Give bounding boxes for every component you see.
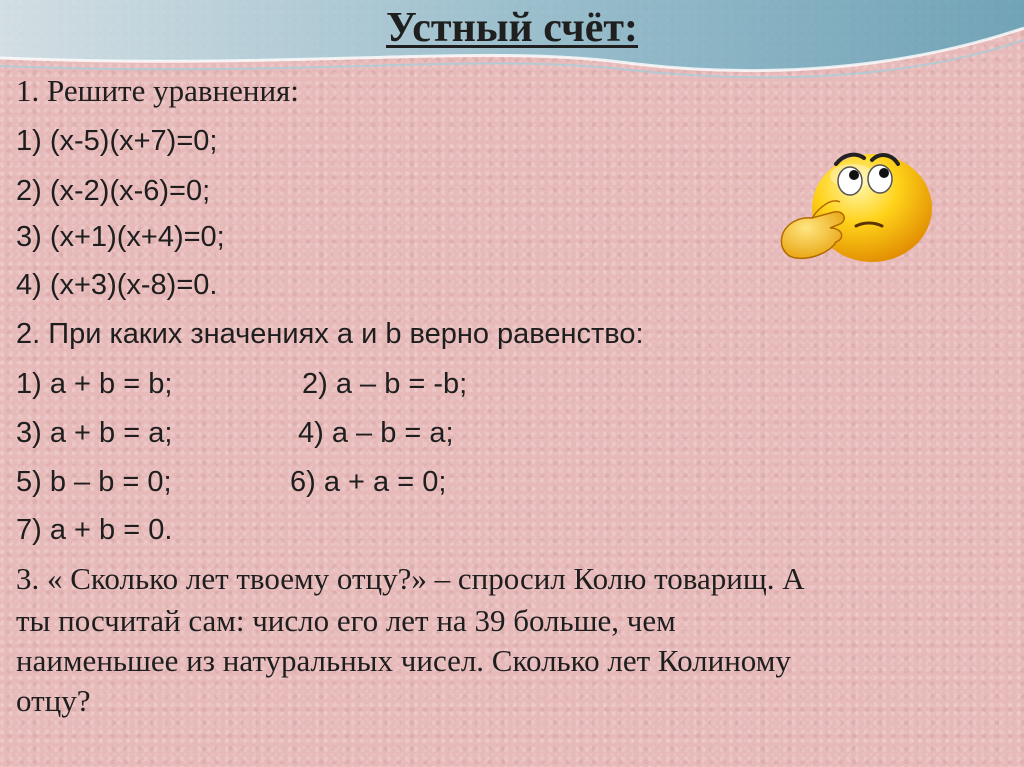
task2-item-4: 4) a – b = a; — [298, 417, 454, 449]
page-title: Устный счёт: — [386, 5, 638, 51]
task2-item-5: 5) b – b = 0; — [16, 466, 172, 498]
task2-row-2 — [16, 416, 454, 450]
task2-item-6: 6) a + a = 0; — [290, 466, 447, 498]
thinking-smiley-icon — [772, 146, 937, 268]
task2-item-3: 3) a + b = a; — [16, 417, 173, 449]
task2-item-7: 7) a + b = 0. — [16, 514, 173, 546]
task1-item-1: 1) (x-5)(x+7)=0; — [16, 125, 218, 157]
task2-row-3 — [16, 465, 447, 499]
task3-line-1: 3. « Сколько лет твоему отцу?» – спросил Колю товарищ. А — [16, 561, 805, 596]
task1-item-4: 4) (x+3)(x-8)=0. — [16, 269, 218, 301]
task1-item-2: 2) (x-2)(x-6)=0; — [16, 175, 211, 207]
task2-item-1: 1) a + b = b; — [16, 368, 173, 400]
task3-line-4: отцу? — [16, 683, 91, 718]
task2-heading: 2. При каких значениях a и b верно равенство: — [16, 318, 644, 350]
task2-item-2: 2) a – b = -b; — [302, 368, 468, 400]
task1-item-3: 3) (x+1)(x+4)=0; — [16, 221, 225, 253]
task3-line-2: ты посчитай сам: число его лет на 39 больше, чем — [16, 603, 676, 638]
task1-heading: 1. Решите уравнения: — [16, 73, 299, 108]
task2-row-4 — [16, 513, 172, 547]
task2-row-1 — [16, 367, 468, 401]
task3-line-3: наименьшее из натуральных чисел. Сколько лет Колиному — [16, 643, 791, 678]
